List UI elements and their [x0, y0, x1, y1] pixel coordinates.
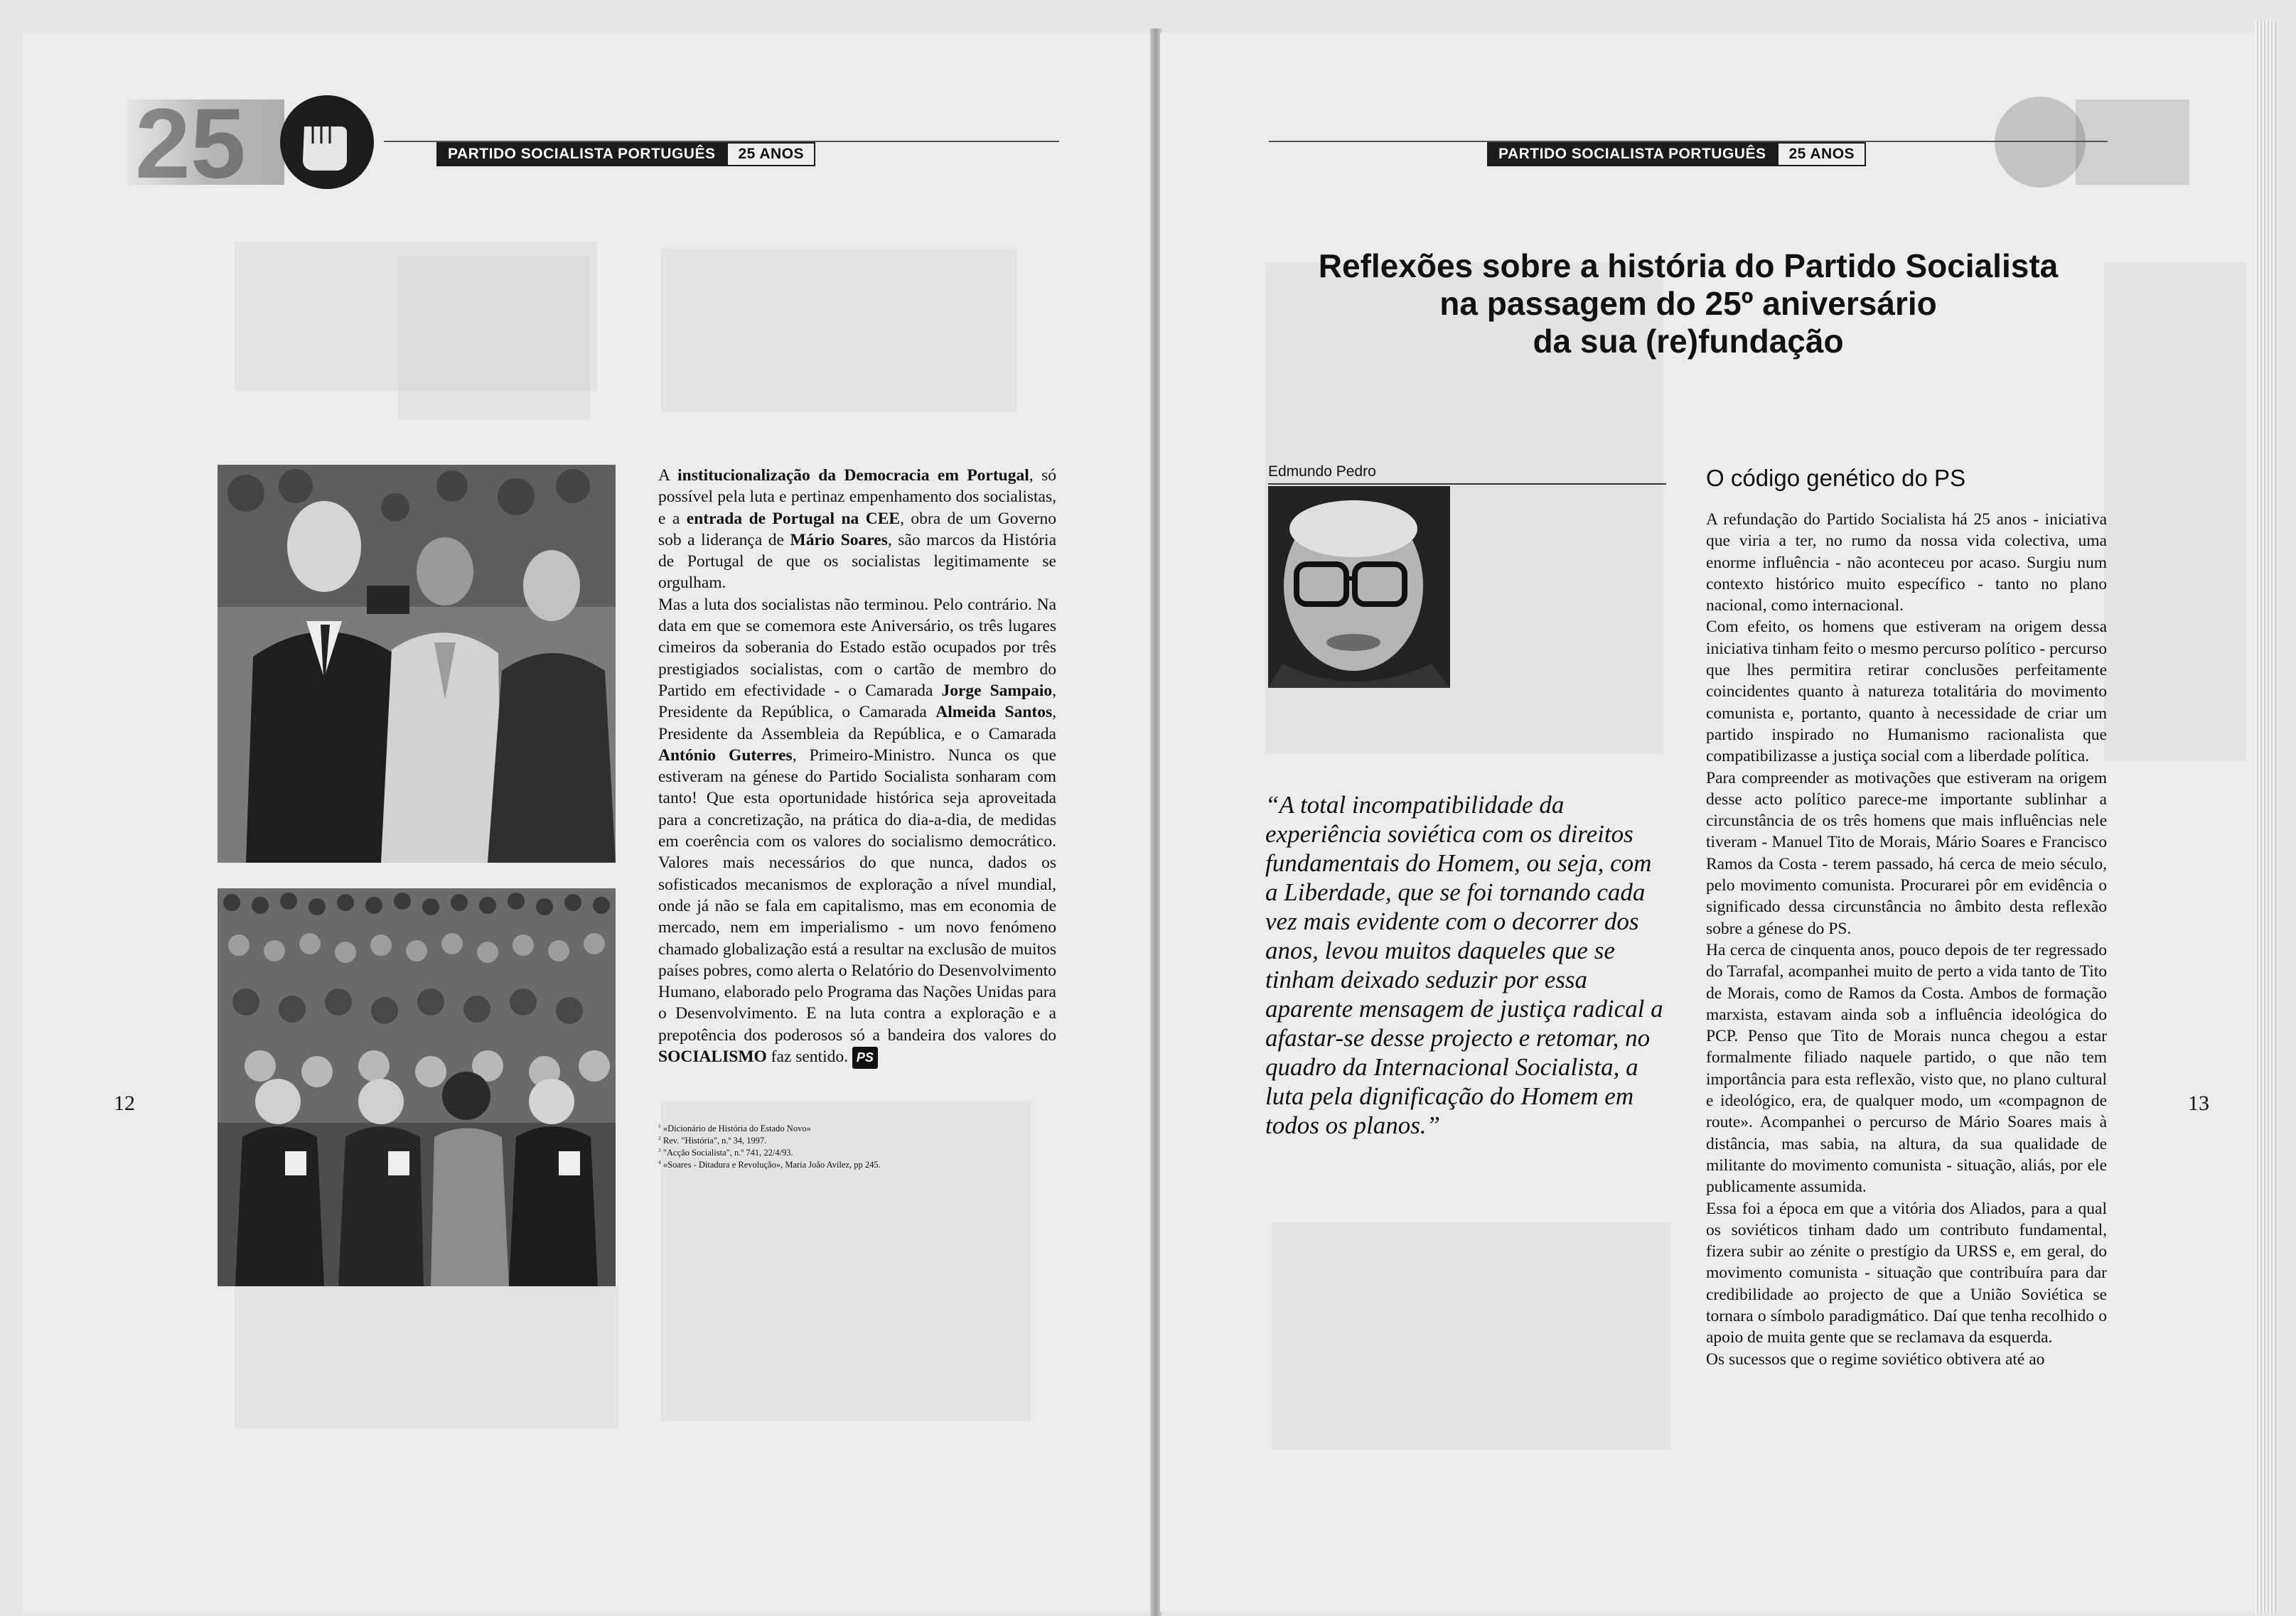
show-through-area — [235, 1286, 618, 1428]
running-header — [1487, 142, 1866, 166]
bold-phrase: António Guterres — [658, 745, 793, 765]
text-run: , só possível pela luta e pertinaz empenhamento dos socialistas, e a — [658, 466, 1056, 528]
footnote-1: $^1$ «Dicionário de História do Estado Novo» — [658, 1122, 811, 1133]
right-article-body — [1706, 509, 2107, 1370]
svg-text:25: 25 — [135, 87, 246, 199]
pull-quote: “A total incompatibilidade da experiência soviética com os direitos fundamentais do Homem, ou seja, com a Liberdade, que se foi tornando cada vez mais evidente com o decorrer dos anos, levou muitos daqueles que se tinham deixado seduzir por essa aparente mensagem de justiça radical a afastar-se desse projecto e retomar, no quadro da Internacional Socialista, a luta pela dignificação do Homem em todos os planos.” — [1265, 791, 1663, 1139]
right-paragraph: Essa foi a época em que a vitória dos Aliados, para a qual os soviéticos tinham dado um contributo fundamental, fizera subir ao zénite o prestígio da URSS e, em geral, do movimento comunista - situação que contribuíra para dar credibilidade ao projecto de que a União Soviética se tornara o símbolo paradigmático. Daí que tenha recolhido o apoio de muita gente que se reclamava da esquerda. — [1706, 1199, 2107, 1347]
author-rule — [1268, 483, 1666, 485]
show-through-area — [398, 256, 590, 419]
right-paragraph: Com efeito, os homens que estiveram na origem dessa iniciativa tinham feito o mesmo percurso político - percurso que lhes permitira retirar conclusões perfeitamente coincidentes quanto à natureza totalitária do movimento comunista e, portanto, quanto à necessidade de criar um partido inspirado no Humanismo racionalista que compatibilizasse a justiça social com a liberdade política. — [1706, 618, 2107, 766]
text-run: , Presidente da República, o Camarada — [658, 681, 1056, 722]
show-through-area — [2104, 263, 2246, 760]
title-line: da sua (re)fundação — [1533, 323, 1844, 360]
show-through-area — [661, 249, 1016, 412]
bold-phrase: institucionalização da Democracia em Portugal — [677, 466, 1029, 485]
anniversary-logo-faded — [1962, 85, 2204, 199]
footnotes — [658, 1123, 1056, 1171]
text-run: , Primeiro-Ministro. Nunca os que estiveram na génese do Partido Socialista sonharam com tanto! Que esta oportunidade histórica seja aproveitada para a concretização, na prática do dia-a-dia, de medidas em coerência com os valores do socialismo democrático. Valores mais necessários do que nunca, dados os sofisticados mecanismos de exploração a nível mundial, onde já não se fala em capitalismo, mas em economia de mercado, nem em imperialismo - um novo fenómeno chamado globalização está a resultar na exclusão de muitos países pobres, como alerta o Relatório do Desenvolvimento Humano, elaborado pelo Programa das Nações Unidas para o Desenvolvimento. E na luta contra a exploração e a prepotência dos poderosos só a bandeira dos valores do — [658, 745, 1056, 1045]
left-paragraph-2 — [658, 594, 1056, 1069]
section-title: O código genético do PS — [1706, 465, 1966, 491]
header-years: 25 ANOS — [1777, 142, 1866, 166]
text-run: A — [658, 466, 678, 485]
photo-party-leaders — [218, 465, 616, 863]
text-run: Mas a luta dos socialistas não terminou. Pelo contrário. Na data em que se comemora este Aniversário, os três lugares cimeiros da soberania do Estado estão ocupados por três prestigiados socialistas, com o cartão de membro do Partido em efectividade - o Camarada — [658, 595, 1056, 700]
author-name: Edmundo Pedro — [1268, 463, 1376, 480]
right-paragraph: Ha cerca de cinquenta anos, pouco depois de ter regressado do Tarrafal, acompanhei muito de perto a vida tanto de Tito de Morais, como de Ramos da Costa. Ambos de formação marxista, estavam ainda sob a influência ideológica do PCP. Penso que Tito de Morais nunca chegou a estar formalmente filiado naquele partido, o que não tem importância para esta reflexão, visto que, no plano cultural e ideológico, era, de qualquer modo, um «compagnon de route». Acompanhei o percurso de Mário Soares mais à distância, mas sabia, na altura, da sua qualidade de militante do movimento comunista - situação, aliás, por ele publicamente assumida. — [1706, 940, 2107, 1197]
footnote-3: $^3$ "Acção Socialista", n.º 741, 22/4/93. — [658, 1146, 793, 1158]
footnote-2: $^2$ Rev. "História", n.º 34, 1997. — [658, 1134, 767, 1146]
show-through-area — [1272, 1222, 1670, 1450]
bold-phrase: Almeida Santos — [935, 703, 1053, 722]
header-party: PARTIDO SOCIALISTA PORTUGUÊS — [436, 142, 726, 166]
text-run: , obra de um Governo sob a liderança de — [658, 509, 1056, 549]
page-number-right: 13 — [2188, 1092, 2209, 1115]
left-paragraph-1 — [658, 465, 1056, 594]
left-article-body — [658, 465, 1056, 1069]
ps-logo-badge: PS — [852, 1047, 878, 1068]
footnote-4: $^4$ «Soares - Ditadura e Revolução», Maria João Avilez, pp 245. — [658, 1158, 881, 1170]
bold-phrase: entrada de Portugal na CEE — [686, 509, 901, 528]
right-paragraph: Os sucessos que o regime soviético obtivera até ao — [1706, 1350, 2045, 1369]
right-paragraph: A refundação do Partido Socialista há 25 anos - iniciativa que viria a ter, no rumo da nossa vida colectiva, uma enorme influência - não aconteceu por acaso. Surgiu num contexto histórico muito específico - tanto no plano nacional, como internacional. — [1706, 510, 2107, 615]
running-header — [436, 142, 815, 166]
page-edges — [2255, 21, 2276, 1613]
text-run: , Presidente da Assembleia da República, e o Camarada — [658, 703, 1056, 743]
photo-congress-audience — [218, 888, 616, 1286]
text-run: faz sentido. — [766, 1047, 848, 1067]
header-party: PARTIDO SOCIALISTA PORTUGUÊS — [1487, 142, 1777, 166]
bold-phrase: SOCIALISMO — [658, 1047, 767, 1067]
article-title — [1265, 247, 2111, 360]
page-number-left: 12 — [114, 1092, 135, 1115]
bold-phrase: Jorge Sampaio — [941, 681, 1053, 700]
title-line: na passagem do 25º aniversário — [1439, 285, 1937, 322]
bold-phrase: Mário Soares — [790, 530, 888, 549]
right-paragraph: Para compreender as motivações que estiveram na origem desse acto político parece-me importante sublinhar a circunstância de os três homens que mais influências nele tiveram - Manuel Tito de Morais, Mário Soares e Francisco Ramos da Costa - terem passado, há cerca de meio século, pelo movimento comunista. Procurarei pôr em evidência o significado dessa circunstância no âmbito desta reflexão sobre a génese do PS. — [1706, 768, 2107, 938]
photo-author-portrait — [1268, 486, 1450, 688]
anniversary-logo — [114, 85, 377, 199]
text-run: , são marcos da História de Portugal de que os socialistas legitimamente se orgulham. — [658, 530, 1056, 593]
header-years: 25 ANOS — [726, 142, 815, 166]
title-line: Reflexões sobre a história do Partido Socialista — [1318, 247, 2059, 284]
